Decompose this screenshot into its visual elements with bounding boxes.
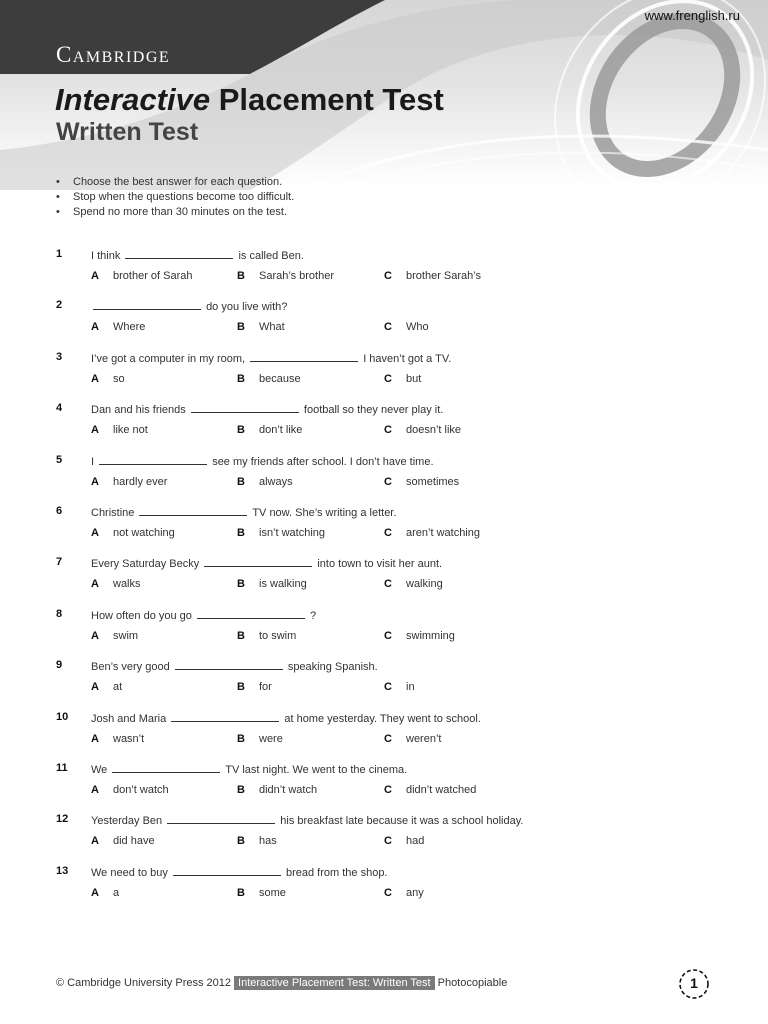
question-10: [56, 708, 746, 759]
page-subtitle: Written Test: [56, 118, 199, 146]
question-stem: [91, 299, 287, 313]
option-letter: B: [237, 321, 245, 334]
option-letter: C: [384, 526, 392, 539]
option-letter: B: [237, 424, 245, 437]
option-text: some: [259, 886, 286, 899]
site-url: www.frenglish.ru: [644, 8, 740, 23]
question-number: 3: [56, 350, 63, 363]
option-letter: C: [384, 578, 392, 591]
option-letter: B: [237, 886, 245, 899]
option-b[interactable]: [237, 527, 325, 539]
page-footer: [56, 977, 507, 989]
question-1: [56, 245, 746, 296]
bullet-icon: •: [56, 176, 60, 188]
option-text: like not: [113, 424, 148, 437]
option-b[interactable]: [237, 733, 283, 745]
option-text: walks: [113, 578, 141, 591]
option-text: Sarah’s brother: [259, 270, 335, 282]
question-8: [56, 605, 746, 656]
option-b[interactable]: [237, 887, 286, 899]
option-letter: C: [384, 424, 392, 437]
option-letter: A: [91, 835, 99, 848]
option-text: for: [259, 681, 272, 694]
question-text-after: his breakfast late because it was a school holiday.: [280, 815, 524, 828]
option-text: so: [113, 372, 125, 385]
answer-blank[interactable]: [175, 659, 283, 670]
question-stem: [91, 813, 523, 827]
question-number: 13: [56, 864, 69, 877]
question-number: 7: [56, 556, 63, 569]
option-letter: C: [384, 886, 392, 899]
photocopiable-text: Photocopiable: [437, 977, 508, 989]
answer-blank[interactable]: [125, 248, 233, 259]
answer-blank[interactable]: [93, 299, 201, 310]
option-b[interactable]: [237, 630, 296, 642]
option-text: aren’t watching: [406, 526, 480, 539]
option-letter: B: [237, 526, 245, 539]
question-text-before: Josh and Maria: [91, 712, 167, 725]
question-text-before: We need to buy: [91, 866, 168, 879]
question-9: [56, 656, 746, 707]
option-text: at: [113, 681, 123, 694]
option-letter: C: [384, 681, 392, 694]
option-b[interactable]: [237, 835, 277, 847]
question-text-before: Ben’s very good: [91, 661, 170, 674]
option-letter: B: [237, 629, 245, 642]
question-text-before: I think: [91, 250, 121, 262]
bullet-icon: •: [56, 206, 60, 218]
option-text: in: [406, 681, 415, 694]
question-stem: [91, 402, 443, 416]
question-stem: [91, 505, 396, 519]
cambridge-logo: Cambridge: [56, 42, 171, 67]
option-text: did have: [113, 835, 155, 848]
question-text-before: I’ve got a computer in my room,: [91, 352, 246, 365]
instruction-item: • Stop when the questions become too difficult.: [56, 191, 295, 203]
option-letter: B: [237, 475, 245, 488]
option-b[interactable]: [237, 578, 307, 590]
option-text: is walking: [259, 578, 307, 591]
option-letter: C: [384, 732, 392, 745]
option-text: but: [406, 372, 422, 385]
question-text-before: I: [91, 455, 95, 468]
option-letter: C: [384, 629, 392, 642]
question-number: 5: [56, 453, 63, 466]
title-rest: Placement Test: [210, 82, 444, 117]
answer-blank[interactable]: [99, 454, 207, 465]
option-c[interactable]: [384, 784, 476, 796]
instructions-list: [56, 175, 294, 220]
question-2: [56, 296, 746, 347]
question-text-after: speaking Spanish.: [287, 661, 378, 674]
question-number: 6: [56, 504, 63, 517]
question-text-before: Every Saturday Becky: [91, 558, 200, 571]
option-letter: C: [384, 270, 392, 282]
copyright-text: © Cambridge University Press 2012: [56, 977, 232, 989]
question-text-after: at home yesterday. They went to school.: [284, 712, 481, 725]
option-letter: A: [91, 681, 99, 694]
page-header: [0, 0, 768, 190]
option-letter: C: [384, 321, 392, 334]
option-text: always: [259, 475, 293, 488]
option-c[interactable]: [384, 373, 421, 385]
option-text: brother of Sarah: [113, 270, 193, 282]
question-number: 8: [56, 607, 63, 620]
option-text: Who: [406, 321, 429, 334]
option-b[interactable]: [237, 321, 285, 333]
answer-blank[interactable]: [171, 711, 279, 722]
option-b[interactable]: [237, 424, 302, 436]
option-text: didn’t watched: [406, 783, 477, 796]
question-text-before: Yesterday Ben: [91, 815, 163, 828]
option-text: don’t watch: [113, 783, 169, 796]
question-number: 11: [56, 761, 68, 774]
option-letter: C: [384, 372, 392, 385]
question-text-after: TV now. She’s writing a letter.: [252, 506, 397, 519]
option-c[interactable]: [384, 270, 481, 282]
option-a[interactable]: [91, 630, 138, 642]
option-a[interactable]: [91, 887, 119, 899]
question-text-after: into town to visit her aunt.: [317, 558, 443, 571]
option-text: has: [259, 835, 277, 848]
option-text: swimming: [406, 629, 455, 642]
option-letter: A: [91, 732, 99, 745]
option-text: a: [113, 886, 120, 899]
question-6: [56, 502, 746, 553]
option-text: were: [259, 732, 283, 745]
question-number: 1: [56, 248, 63, 260]
page-number-badge: [678, 968, 710, 1000]
option-letter: B: [237, 372, 245, 385]
option-text: walking: [406, 578, 443, 591]
option-letter: A: [91, 321, 99, 334]
option-text: doesn’t like: [406, 424, 462, 437]
option-b[interactable]: [237, 373, 301, 385]
page-title: [55, 82, 444, 118]
option-c[interactable]: [384, 527, 480, 539]
option-c[interactable]: [384, 835, 424, 847]
option-c[interactable]: [384, 733, 441, 745]
instruction-item: • Spend no more than 30 minutes on the test.: [56, 206, 288, 218]
option-a[interactable]: [91, 321, 145, 333]
answer-blank[interactable]: [112, 762, 220, 773]
option-letter: C: [384, 783, 392, 796]
page-number: 1: [690, 975, 698, 991]
option-text: sometimes: [406, 475, 460, 488]
question-number: 12: [56, 813, 69, 826]
answer-blank[interactable]: [204, 556, 312, 567]
option-a[interactable]: [91, 835, 155, 847]
answer-blank[interactable]: [173, 865, 281, 876]
question-stem: [91, 659, 378, 673]
option-c[interactable]: [384, 578, 443, 590]
option-text: Where: [113, 321, 146, 334]
option-a[interactable]: [91, 681, 122, 693]
option-a[interactable]: [91, 784, 169, 796]
question-text-after: do you live with?: [206, 301, 288, 314]
option-b[interactable]: [237, 784, 317, 796]
option-text: weren’t: [406, 732, 442, 745]
question-text-before: Christine: [91, 506, 135, 519]
option-letter: A: [91, 886, 99, 899]
option-a[interactable]: [91, 733, 144, 745]
question-5: [56, 451, 746, 502]
option-text: What: [259, 321, 285, 334]
option-c[interactable]: [384, 321, 429, 333]
question-text-after: TV last night. We went to the cinema.: [225, 763, 408, 776]
instruction-item: • Choose the best answer for each question.: [56, 176, 283, 188]
option-text: isn’t watching: [259, 526, 326, 539]
option-text: swim: [113, 629, 139, 642]
question-number: 9: [56, 659, 63, 672]
question-text-before: We: [91, 763, 108, 776]
question-3: [56, 348, 746, 399]
option-c[interactable]: [384, 630, 455, 642]
option-letter: A: [91, 526, 99, 539]
option-b[interactable]: [237, 476, 293, 488]
option-letter: A: [91, 578, 99, 591]
question-stem: [91, 556, 442, 570]
option-a[interactable]: [91, 476, 167, 488]
question-text-before: How often do you go: [91, 609, 192, 622]
bullet-icon: •: [56, 191, 60, 203]
option-c[interactable]: [384, 424, 461, 436]
title-italic: Interactive: [55, 82, 211, 117]
option-text: because: [259, 372, 301, 385]
option-text: didn’t watch: [259, 783, 318, 796]
question-text-after: see my friends after school. I don’t have time.: [212, 455, 434, 468]
option-a[interactable]: [91, 270, 193, 282]
option-text: not watching: [113, 526, 175, 539]
question-stem: [91, 248, 304, 262]
questions-list: [56, 245, 746, 913]
option-letter: A: [91, 372, 99, 385]
option-a[interactable]: [91, 578, 141, 590]
option-letter: A: [91, 783, 99, 796]
option-c[interactable]: [384, 476, 459, 488]
question-13: [56, 862, 746, 913]
answer-blank[interactable]: [191, 402, 299, 413]
option-letter: B: [237, 732, 245, 745]
question-number: 2: [56, 299, 63, 312]
question-number: 4: [56, 402, 63, 415]
option-letter: A: [91, 629, 99, 642]
option-a[interactable]: [91, 527, 175, 539]
question-number: 10: [56, 710, 69, 723]
option-a[interactable]: [91, 424, 148, 436]
question-11: [56, 759, 746, 810]
option-text: don’t like: [259, 424, 303, 437]
question-text-after: bread from the shop.: [285, 866, 388, 879]
answer-blank[interactable]: [250, 351, 358, 362]
option-text: to swim: [259, 629, 297, 642]
question-stem: [91, 454, 434, 468]
question-text-after: I haven’t got a TV.: [363, 352, 452, 365]
option-b[interactable]: [237, 270, 334, 282]
footer-test-tag: Interactive Placement Test: Written Test: [234, 976, 435, 990]
option-text: any: [406, 886, 424, 899]
option-a[interactable]: [91, 373, 125, 385]
option-letter: B: [237, 783, 245, 796]
question-text-before: Dan and his friends: [91, 404, 186, 417]
option-letter: B: [237, 270, 245, 282]
question-stem: [91, 711, 481, 725]
option-letter: A: [91, 270, 99, 282]
option-c[interactable]: [384, 887, 424, 899]
option-letter: B: [237, 835, 245, 848]
option-text: hardly ever: [113, 475, 168, 488]
option-letter: B: [237, 578, 245, 591]
question-text-after: football so they never play it.: [303, 404, 444, 417]
question-7: [56, 553, 746, 604]
option-text: wasn’t: [113, 732, 145, 745]
question-stem: [91, 865, 388, 879]
answer-blank[interactable]: [139, 505, 247, 516]
question-4: [56, 399, 746, 450]
option-letter: C: [384, 835, 392, 848]
option-letter: A: [91, 475, 99, 488]
option-letter: B: [237, 681, 245, 694]
question-12: [56, 810, 746, 861]
question-text-after: is called Ben.: [238, 250, 304, 262]
question-text-after: ?: [310, 609, 317, 622]
option-b[interactable]: [237, 681, 272, 693]
option-text: brother Sarah’s: [406, 270, 482, 282]
option-letter: C: [384, 475, 392, 488]
question-stem: [91, 608, 316, 622]
option-c[interactable]: [384, 681, 415, 693]
option-letter: A: [91, 424, 99, 437]
question-stem: [91, 351, 451, 365]
option-text: had: [406, 835, 425, 848]
answer-blank[interactable]: [167, 813, 275, 824]
question-stem: [91, 762, 407, 776]
answer-blank[interactable]: [197, 608, 305, 619]
